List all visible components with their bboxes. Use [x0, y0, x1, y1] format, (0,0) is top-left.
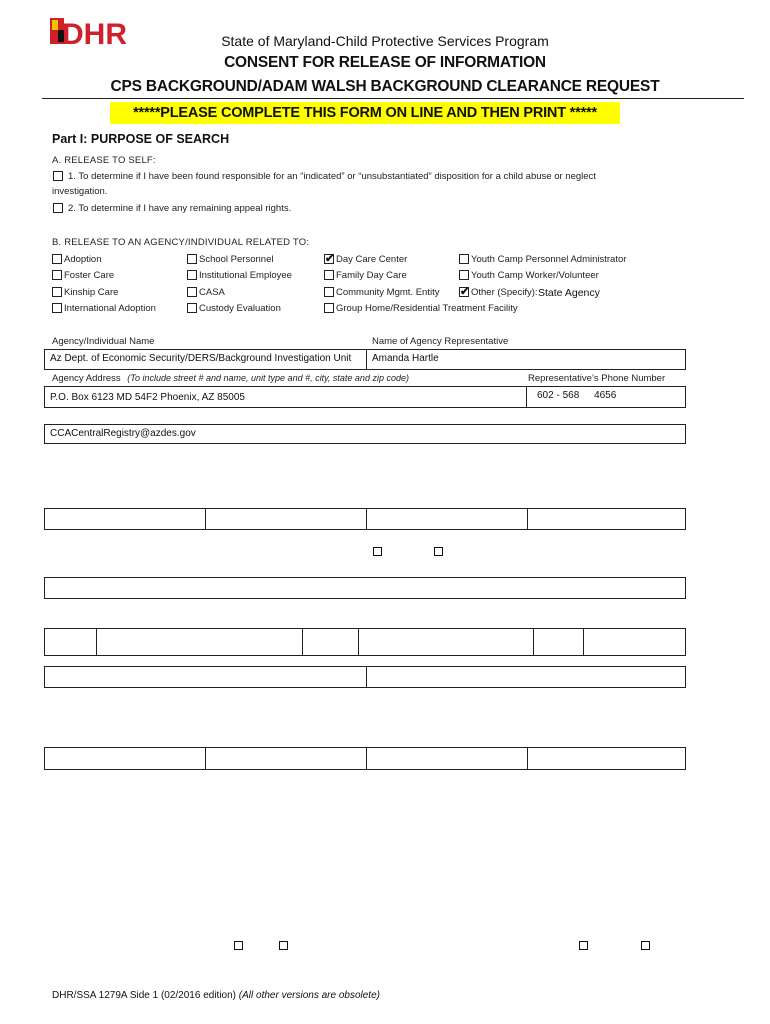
checkbox-institutional-employee[interactable]: [187, 270, 197, 280]
release-self-2-label: 2. To determine if I have any remaining appeal rights.: [68, 203, 292, 214]
label-casa: CASA: [199, 287, 225, 298]
checkbox-custody-evaluation[interactable]: [187, 303, 197, 313]
checkbox-release-self-1[interactable]: [53, 171, 63, 181]
label-international-adoption: International Adoption: [64, 303, 156, 314]
release-self-1-label-cont: investigation.: [52, 186, 108, 197]
label-family-day-care: Family Day Care: [336, 270, 407, 281]
row1-divider-2: [366, 509, 367, 529]
row5-divider-1: [205, 748, 206, 769]
blank-row-4: [44, 666, 686, 688]
agency-name-input[interactable]: Az Dept. of Economic Security/DERS/Background Investigation Unit: [50, 353, 352, 364]
agency-name-row: [44, 349, 686, 370]
row3-divider-4: [533, 629, 534, 655]
address-label-text: Agency Address: [52, 373, 121, 384]
checkbox-blank-5[interactable]: [579, 941, 588, 950]
section-a-label: A. RELEASE TO SELF:: [52, 155, 156, 166]
label-youth-camp-admin: Youth Camp Personnel Administrator: [471, 254, 627, 265]
phone-input[interactable]: [526, 387, 616, 407]
checkbox-blank-1[interactable]: [373, 547, 382, 556]
release-self-1-label: 1. To determine if I have been found responsible for an “indicated” or “unsubstantiated” disposition for a child abuse or neglect: [68, 171, 596, 182]
rep-name-label: Name of Agency Representative: [372, 336, 509, 347]
form-id: DHR/SSA 1279A Side 1 (02/2016 edition): [52, 990, 239, 1001]
checkbox-day-care-center[interactable]: ✔: [325, 253, 335, 265]
label-kinship-care: Kinship Care: [64, 287, 119, 298]
rep-name-input[interactable]: Amanda Hartle: [366, 350, 439, 369]
other-specify-input[interactable]: State Agency: [538, 287, 600, 299]
checkbox-casa[interactable]: [187, 287, 197, 297]
label-other: Other (Specify):: [471, 287, 538, 298]
checkbox-blank-4[interactable]: [279, 941, 288, 950]
label-foster-care: Foster Care: [64, 270, 115, 281]
phone-prefix: 568: [562, 390, 580, 401]
checkbox-adoption[interactable]: [52, 254, 62, 264]
row4-divider-1: [366, 667, 367, 687]
phone-dash: -: [556, 390, 560, 401]
phone-label: Representative’s Phone Number: [528, 373, 666, 384]
instruction-banner: *****PLEASE COMPLETE THIS FORM ON LINE AND THEN PRINT *****: [110, 102, 620, 124]
title-divider: [42, 98, 744, 99]
checkbox-foster-care[interactable]: [52, 270, 62, 280]
email-input[interactable]: CCACentralRegistry@azdes.gov: [44, 424, 686, 444]
checkbox-youth-camp-admin[interactable]: [459, 254, 469, 264]
label-group-home: Group Home/Residential Treatment Facility: [336, 303, 518, 314]
blank-row-5: [44, 747, 686, 770]
row3-divider-3: [358, 629, 359, 655]
blank-row-2: [44, 577, 686, 599]
agency-name-label: Agency/Individual Name: [52, 336, 155, 347]
checkbox-group-home[interactable]: [324, 303, 334, 313]
address-hint: (To include street # and name, unit type and #, city, state and zip code): [127, 373, 409, 383]
label-youth-camp-worker: Youth Camp Worker/Volunteer: [471, 270, 599, 281]
logo-text: DHR: [62, 18, 127, 51]
checkbox-international-adoption[interactable]: [52, 303, 62, 313]
checkbox-blank-2[interactable]: [434, 547, 443, 556]
checkbox-release-self-2[interactable]: [53, 203, 63, 213]
checkbox-community-mgmt-entity[interactable]: [324, 287, 334, 297]
blank-row-1: [44, 508, 686, 530]
state-program: State of Maryland-Child Protective Services Program: [221, 33, 549, 49]
label-institutional-employee: Institutional Employee: [199, 270, 292, 281]
part1-heading: Part I: PURPOSE OF SEARCH: [52, 132, 230, 146]
checkbox-blank-3[interactable]: [234, 941, 243, 950]
label-adoption: Adoption: [64, 254, 102, 265]
row1-divider-1: [205, 509, 206, 529]
row3-divider-5: [583, 629, 584, 655]
checkbox-blank-6[interactable]: [641, 941, 650, 950]
checkbox-other[interactable]: ✔: [460, 286, 470, 298]
form-subtitle: CPS BACKGROUND/ADAM WALSH BACKGROUND CLEARANCE REQUEST: [110, 78, 660, 95]
label-custody-evaluation: Custody Evaluation: [199, 303, 281, 314]
section-b-label: B. RELEASE TO AN AGENCY/INDIVIDUAL RELATED TO:: [52, 237, 310, 248]
label-community-mgmt-entity: Community Mgmt. Entity: [336, 287, 440, 298]
checkbox-school-personnel[interactable]: [187, 254, 197, 264]
row3-divider-2: [302, 629, 303, 655]
form-footer: [52, 990, 380, 1001]
checkbox-family-day-care[interactable]: [324, 270, 334, 280]
phone-area: 602: [537, 390, 554, 401]
obsolete-note: (All other versions are obsolete): [238, 990, 380, 1001]
form-title: CONSENT FOR RELEASE OF INFORMATION: [224, 54, 546, 71]
address-row: [44, 386, 686, 408]
checkbox-kinship-care[interactable]: [52, 287, 62, 297]
address-label: [52, 373, 409, 384]
label-day-care-center: Day Care Center: [336, 254, 408, 265]
label-school-personnel: School Personnel: [199, 254, 274, 265]
row5-divider-2: [366, 748, 367, 769]
row3-divider-1: [96, 629, 97, 655]
blank-row-3: [44, 628, 686, 656]
phone-line: 4656: [594, 390, 617, 401]
row5-divider-3: [527, 748, 528, 769]
row1-divider-3: [527, 509, 528, 529]
checkbox-youth-camp-worker[interactable]: [459, 270, 469, 280]
address-input[interactable]: P.O. Box 6123 MD 54F2 Phoenix, AZ 85005: [50, 392, 245, 403]
